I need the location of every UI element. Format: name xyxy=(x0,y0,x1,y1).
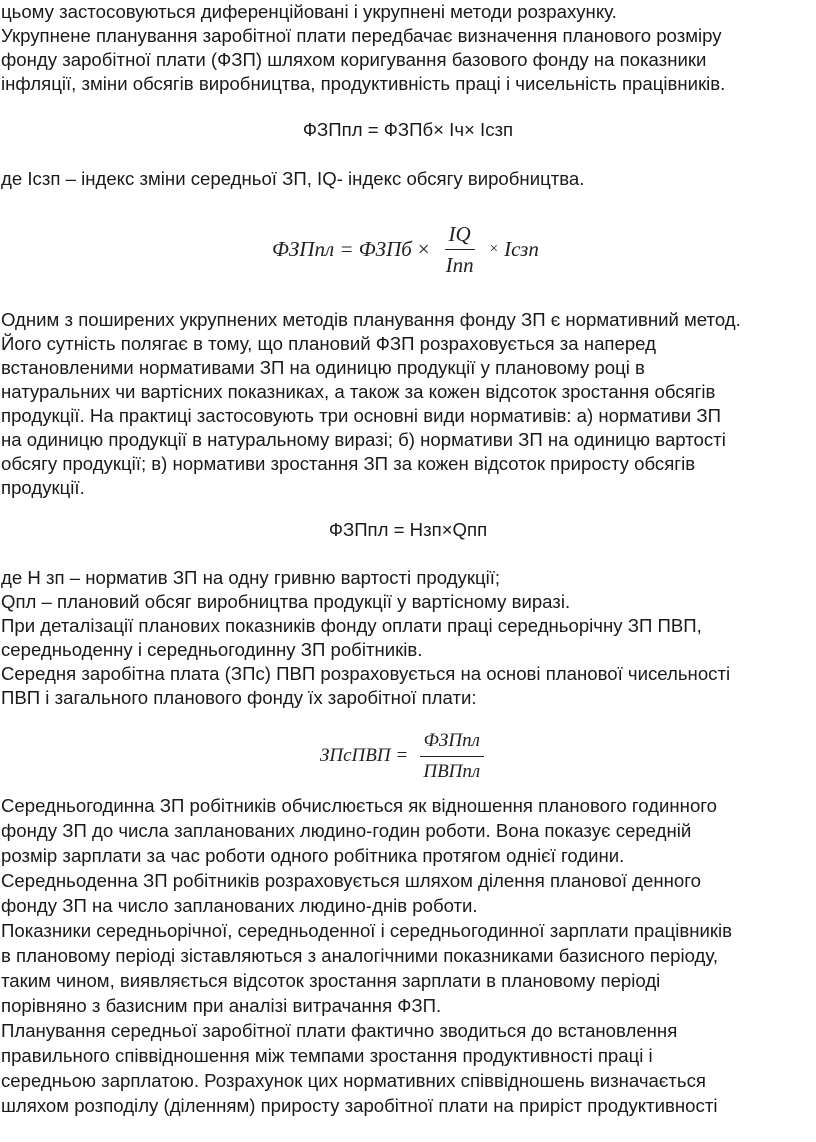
text-line: в плановому періоді зіставляються з аналогічними показниками базисного періоду, xyxy=(1,945,719,966)
formula-numerator: ФЗПпл xyxy=(420,728,484,757)
text-line: фонду ЗП до числа запланованих людино-годин роботи. Вона показує середній xyxy=(1,820,692,841)
formula-image-fzp xyxy=(272,215,539,283)
text-line: обсягу продукції; в) нормативи зростання ЗП за кожен відсоток приросту обсягів xyxy=(1,453,696,474)
text-line: Одним з поширених укрупнених методів планування фонду ЗП є нормативний метод. xyxy=(1,309,741,330)
text-line: Середня заробітна плата (ЗПс) ПВП розраховується на основі планової чисельності xyxy=(1,663,731,684)
text-line: встановленими нормативами ЗП на одиницю продукції у плановому році в xyxy=(1,357,645,378)
text-line: на одиницю продукції в натуральному виразі; б) нормативи ЗП на одиницю вартості xyxy=(1,429,726,450)
text-line: цьому застосовуються диференційовані і укрупнені методи розрахунку. xyxy=(1,1,617,22)
text-line: середньоденну і середньогодинну ЗП робітників. xyxy=(1,639,423,660)
text-line: Планування середньої заробітної плати фактично зводиться до встановлення xyxy=(1,1020,678,1041)
text-line: При деталізації планових показників фонду оплати праці середньорічну ЗП ПВП, xyxy=(1,615,702,636)
text-line: розмір зарплати за час роботи одного робітника протягом однієї години. xyxy=(1,845,625,866)
formula-lhs: ЗПсПВП xyxy=(320,744,391,766)
text-line: фонду ЗП на число запланованих людино-днів роботи. xyxy=(1,895,478,916)
formula-denominator: ПВПпл xyxy=(423,760,481,782)
formula-image-avg-wage xyxy=(320,725,490,787)
text-line: Його сутність полягає в тому, що плановий ФЗП розраховується за наперед xyxy=(1,333,656,354)
formula-numerator: IQ xyxy=(445,221,475,250)
text-line: Укрупнене планування заробітної плати передбачає визначення планового розміру xyxy=(1,25,722,46)
text-line: де Ісзп – індекс зміни середньої ЗП, IQ- індекс обсягу виробництва. xyxy=(1,168,585,189)
text-line: фонду заробітної плати (ФЗП) шляхом коригування базового фонду на показники xyxy=(1,49,707,70)
formula-times: × xyxy=(489,240,499,257)
text-line: інфляції, зміни обсягів виробництва, продуктивність праці і чисельність працівників. xyxy=(1,73,726,94)
formula-fraction xyxy=(442,221,478,278)
text-line: натуральних чи вартісних показниках, а також за кожен відсоток зростання обсягів xyxy=(1,381,716,402)
text-line: середньою зарплатою. Розрахунок цих нормативних співвідношень визначається xyxy=(1,1070,706,1091)
formula-lhs: ФЗПпл = ФЗПб xyxy=(272,236,412,261)
text-line: порівняно з базисним при аналізі витрачання ФЗП. xyxy=(1,995,442,1016)
text-line: продукції. На практиці застосовують три основні види нормативів: а) нормативи ЗП xyxy=(1,405,721,426)
text-line: продукції. xyxy=(1,477,85,498)
formula-rhs: Iсзп xyxy=(504,236,539,261)
text-line: Qпл – плановий обсяг виробництва продукції у вартісному виразі. xyxy=(1,591,571,612)
equation-fzp-plan: ФЗПпл = ФЗПб× Іч× Ісзп xyxy=(302,119,514,140)
text-line: де Н зп – норматив ЗП на одну гривню вартості продукції; xyxy=(1,567,501,588)
formula-denominator: Iпп xyxy=(445,252,474,277)
text-line: ПВП і загального планового фонду їх заробітної плати: xyxy=(1,687,477,708)
formula-times: × xyxy=(417,236,430,261)
equation-fzp-normative: ФЗПпл = Нзп×Qпп xyxy=(328,519,488,540)
text-line: Середньогодинна ЗП робітників обчислюється як відношення планового годинного xyxy=(1,795,717,816)
text-line: таким чином, виявляється відсоток зростання зарплати в плановому періоді xyxy=(1,970,661,991)
text-line: правильного співвідношення між темпами зростання продуктивності праці і xyxy=(1,1045,653,1066)
text-line: шляхом розподілу (діленням) приросту заробітної плати на приріст продуктивності xyxy=(1,1095,718,1116)
formula-fraction xyxy=(419,728,484,785)
text-line: Середньоденна ЗП робітників розраховується шляхом ділення планової денного xyxy=(1,870,701,891)
formula-equals: = xyxy=(396,744,408,766)
text-line: Показники середньорічної, середньоденної і середньогодинної зарплати працівників xyxy=(1,920,733,941)
